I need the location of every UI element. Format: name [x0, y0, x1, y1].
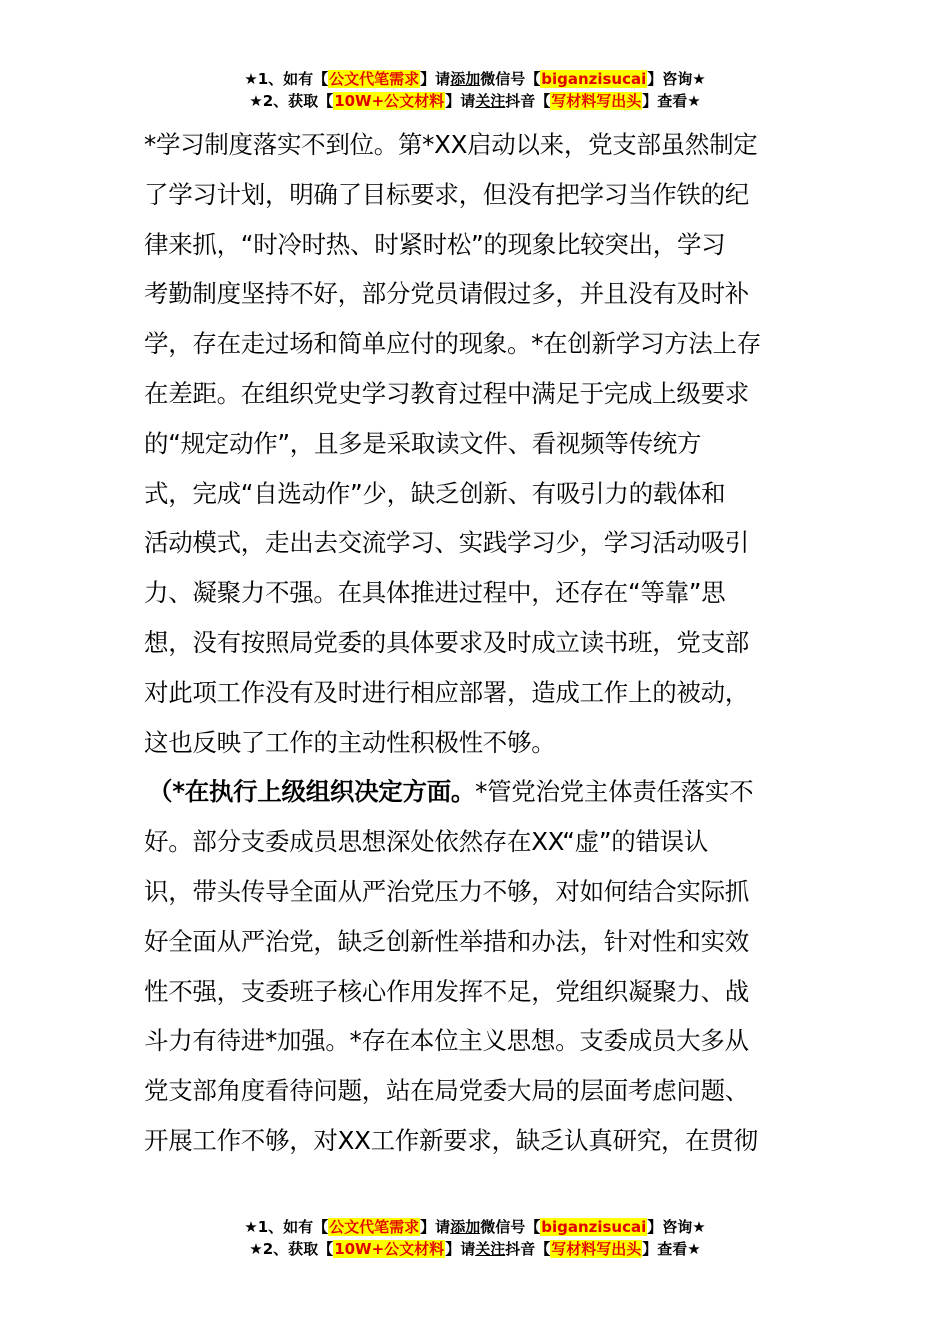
banner-underlined: 添加 [450, 70, 481, 88]
banner-text: 】请 [445, 92, 476, 110]
body-line: 在差距。在组织党史学习教育过程中满足于完成上级要求 [144, 378, 749, 408]
banner-text: ★1、如有【 [244, 1218, 329, 1236]
body-line: 律来抓，“时冷时热、时紧时松”的现象比较突出，学习 [144, 229, 726, 259]
body-line: 斗力有待进*加强。*存在本位主义思想。支委成员大多从 [144, 1026, 749, 1056]
body-line: 好。部分支委成员思想深处依然存在XX“虚”的错误认 [144, 827, 709, 857]
banner-text: 】请 [420, 70, 451, 88]
body-line: 了学习计划，明确了目标要求，但没有把学习当作铁的纪 [144, 179, 749, 209]
section-heading-rest: *管党治党主体责任落实不 [475, 777, 754, 807]
banner-text: 】查看★ [642, 1240, 701, 1258]
section-heading: （*在执行上级组织决定方面。 [148, 777, 476, 807]
body-line: 开展工作不够，对XX工作新要求，缺乏认真研究，在贯彻 [144, 1125, 758, 1155]
banner-line-1 [0, 68, 950, 90]
body-line: 性不强，支委班子核心作用发挥不足，党组织凝聚力、战 [144, 976, 749, 1006]
banner-line-2 [0, 1238, 950, 1260]
body-line: 党支部角度看待问题，站在局党委大局的层面考虑问题、 [144, 1076, 749, 1106]
body-line: 这也反映了工作的主动性积极性不够。 [144, 727, 556, 757]
body-line: 想，没有按照局党委的具体要求及时成立读书班，党支部 [144, 627, 749, 657]
banner-text: 抖音【 [505, 1240, 551, 1258]
banner-text: ★1、如有【 [244, 70, 329, 88]
footer-banner [0, 1216, 950, 1260]
banner-text: 】咨询★ [647, 70, 706, 88]
body-line: 考勤制度坚持不好，部分党员请假过多，并且没有及时补 [144, 279, 749, 309]
banner-text: 】请 [420, 1218, 451, 1236]
banner-highlight: 公文代笔需求 [329, 1218, 420, 1236]
banner-highlight: biganzisucai [541, 70, 647, 88]
banner-text: 微信号【 [480, 70, 541, 88]
banner-text: 微信号【 [480, 1218, 541, 1236]
banner-highlight: 写材料写出头 [551, 1240, 642, 1258]
banner-highlight: biganzisucai [541, 1218, 647, 1236]
section-heading-line [148, 767, 814, 817]
body-line: 力、凝聚力不强。在具体推进过程中，还存在“等靠”思 [144, 578, 726, 608]
body-line: 对此项工作没有及时进行相应部署，造成工作上的被动， [144, 677, 749, 707]
banner-highlight: 10W+公文材料 [334, 1240, 445, 1258]
document-body [144, 120, 814, 1166]
banner-highlight: 写材料写出头 [551, 92, 642, 110]
banner-line-1 [0, 1216, 950, 1238]
banner-line-2 [0, 90, 950, 112]
body-line: 好全面从严治党，缺乏创新性举措和办法，针对性和实效 [144, 926, 749, 956]
banner-highlight: 10W+公文材料 [334, 92, 445, 110]
body-line: 的“规定动作”，且多是采取读文件、看视频等传统方 [144, 428, 702, 458]
body-line: 识，带头传导全面从严治党压力不够，对如何结合实际抓 [144, 876, 749, 906]
banner-text: 抖音【 [505, 92, 551, 110]
banner-text: 】咨询★ [647, 1218, 706, 1236]
banner-underlined: 关注 [475, 92, 506, 110]
banner-underlined: 关注 [475, 1240, 506, 1258]
banner-text: 】请 [445, 1240, 476, 1258]
header-banner [0, 68, 950, 112]
banner-underlined: 添加 [450, 1218, 481, 1236]
banner-text: 】查看★ [642, 92, 701, 110]
banner-text: ★2、获取【 [249, 1240, 334, 1258]
body-line: *学习制度落实不到位。第*XX启动以来，党支部虽然制定 [144, 130, 758, 159]
body-line: 式，完成“自选动作”少，缺乏创新、有吸引力的载体和 [144, 478, 726, 508]
body-line: 活动模式，走出去交流学习、实践学习少，学习活动吸引 [144, 528, 749, 558]
banner-text: ★2、获取【 [249, 92, 334, 110]
banner-highlight: 公文代笔需求 [329, 70, 420, 88]
body-line: 学，存在走过场和简单应付的现象。*在创新学习方法上存 [144, 329, 761, 359]
